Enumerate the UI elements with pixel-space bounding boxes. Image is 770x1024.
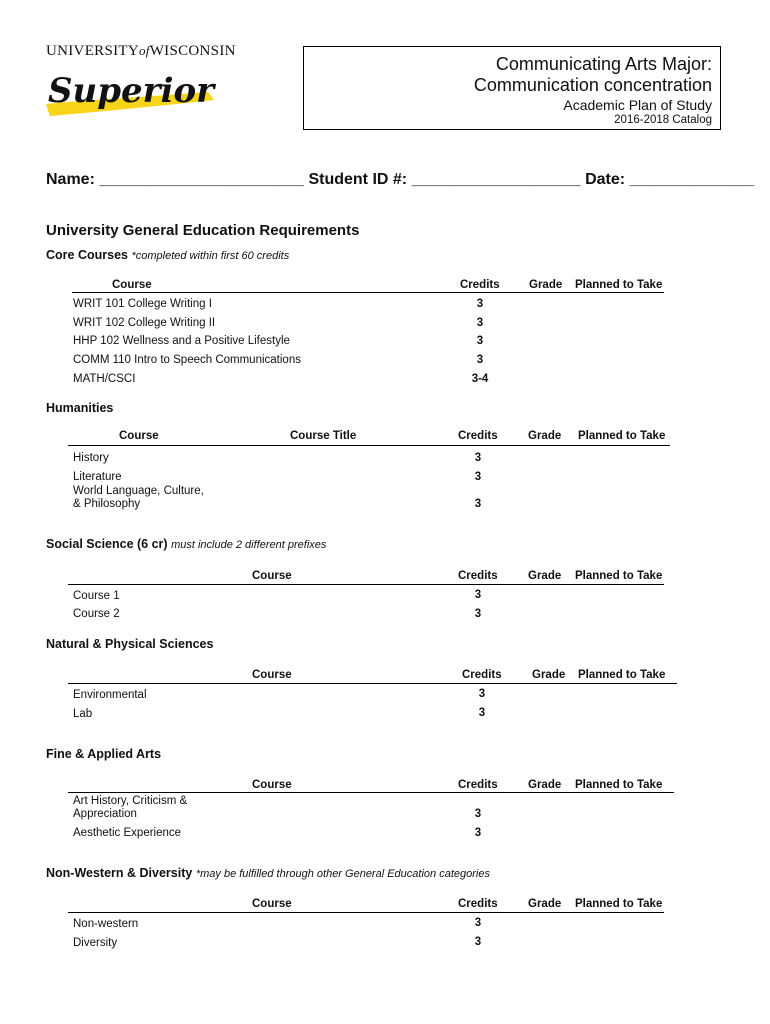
gened-heading: University General Education Requirements — [46, 222, 360, 239]
credit-value: 3-4 — [471, 373, 489, 385]
title-concentration: Communication concentration — [473, 75, 712, 95]
credit-value: 3 — [476, 335, 484, 347]
core-col-grade: Grade — [529, 279, 563, 291]
credit-value: 3 — [474, 452, 482, 464]
table-row: Lab — [73, 708, 93, 720]
humanities-heading: Humanities — [46, 401, 114, 415]
soc-divider — [68, 584, 664, 585]
table-row: Aesthetic Experience — [73, 827, 182, 839]
hum-col-course: Course — [119, 430, 159, 442]
nw-col-credits: Credits — [458, 898, 498, 910]
core-divider — [72, 292, 664, 293]
table-row: WRIT 102 College Writing II — [73, 317, 216, 329]
table-row-cont: Appreciation — [73, 808, 137, 820]
soc-col-credits: Credits — [458, 570, 498, 582]
soc-col-grade: Grade — [528, 570, 562, 582]
table-row: COMM 110 Intro to Speech Communications — [73, 354, 301, 366]
nat-divider — [68, 683, 677, 684]
title-major: Communicating Arts Major: — [495, 54, 712, 74]
fine-heading: Fine & Applied Arts — [46, 747, 162, 761]
core-col-course: Course — [112, 279, 152, 291]
hum-col-grade: Grade — [528, 430, 562, 442]
nat-col-credits: Credits — [462, 669, 502, 681]
nat-col-planned: Planned to Take — [578, 669, 666, 681]
table-row: Environmental — [73, 689, 147, 701]
credit-value: 3 — [474, 827, 482, 839]
nw-col-grade: Grade — [528, 898, 562, 910]
nw-col-planned: Planned to Take — [575, 898, 663, 910]
core-col-credits: Credits — [460, 279, 500, 291]
soc-col-course: Course — [252, 570, 292, 582]
credit-value: 3 — [476, 317, 484, 329]
credit-value: 3 — [474, 917, 482, 929]
fine-divider — [68, 792, 674, 793]
superior-logo — [42, 60, 222, 120]
table-row: MATH/CSCI — [73, 373, 136, 385]
soc-col-planned: Planned to Take — [575, 570, 663, 582]
nw-col-course: Course — [252, 898, 292, 910]
nw-divider — [68, 912, 664, 913]
fine-col-planned: Planned to Take — [575, 779, 663, 791]
core-heading: Core Courses *completed within first 60 credits — [46, 248, 290, 262]
table-row: WRIT 101 College Writing I — [73, 298, 212, 310]
table-row: Diversity — [73, 937, 118, 949]
table-row: History — [73, 452, 109, 464]
fine-col-course: Course — [252, 779, 292, 791]
table-row-cont: & Philosophy — [73, 498, 141, 510]
nat-col-grade: Grade — [532, 669, 566, 681]
table-row: HHP 102 Wellness and a Positive Lifestyle — [73, 335, 290, 347]
fine-col-credits: Credits — [458, 779, 498, 791]
credit-value: 3 — [474, 936, 482, 948]
nonwestern-heading: Non-Western & Diversity *may be fulfilled through other General Education categories — [46, 866, 490, 880]
credit-value: 3 — [476, 298, 484, 310]
social-heading: Social Science (6 cr) must include 2 different prefixes — [46, 537, 327, 551]
table-row: Course 2 — [73, 608, 120, 620]
credit-value: 3 — [474, 471, 482, 483]
title-plan: Academic Plan of Study — [563, 97, 712, 113]
hum-col-credits: Credits — [458, 430, 498, 442]
title-box — [303, 46, 721, 130]
hum-col-title: Course Title — [290, 430, 357, 442]
hum-col-planned: Planned to Take — [578, 430, 666, 442]
table-row: Course 1 — [73, 590, 120, 602]
natural-heading: Natural & Physical Sciences — [46, 637, 214, 651]
credit-value: 3 — [474, 608, 482, 620]
title-catalog: 2016-2018 Catalog — [614, 114, 712, 126]
table-row: World Language, Culture, — [73, 485, 204, 497]
core-col-planned: Planned to Take — [575, 279, 663, 291]
table-row: Literature — [73, 471, 122, 483]
nat-col-course: Course — [252, 669, 292, 681]
hum-divider — [68, 445, 670, 446]
credit-value: 3 — [474, 498, 482, 510]
university-name: UNIVERSITYofWISCONSIN — [46, 43, 236, 59]
table-row: Non-western — [73, 918, 139, 930]
credit-value: 3 — [478, 688, 486, 700]
credit-value: 3 — [474, 808, 482, 820]
svg-text:Superior: Superior — [48, 71, 215, 111]
credit-value: 3 — [476, 354, 484, 366]
fine-col-grade: Grade — [528, 779, 562, 791]
credit-value: 3 — [478, 707, 486, 719]
credit-value: 3 — [474, 589, 482, 601]
student-info-fields[interactable]: Name: _______________________ Student ID #: ___________________ Date: ______________ — [46, 171, 755, 188]
table-row: Art History, Criticism & — [73, 795, 188, 807]
